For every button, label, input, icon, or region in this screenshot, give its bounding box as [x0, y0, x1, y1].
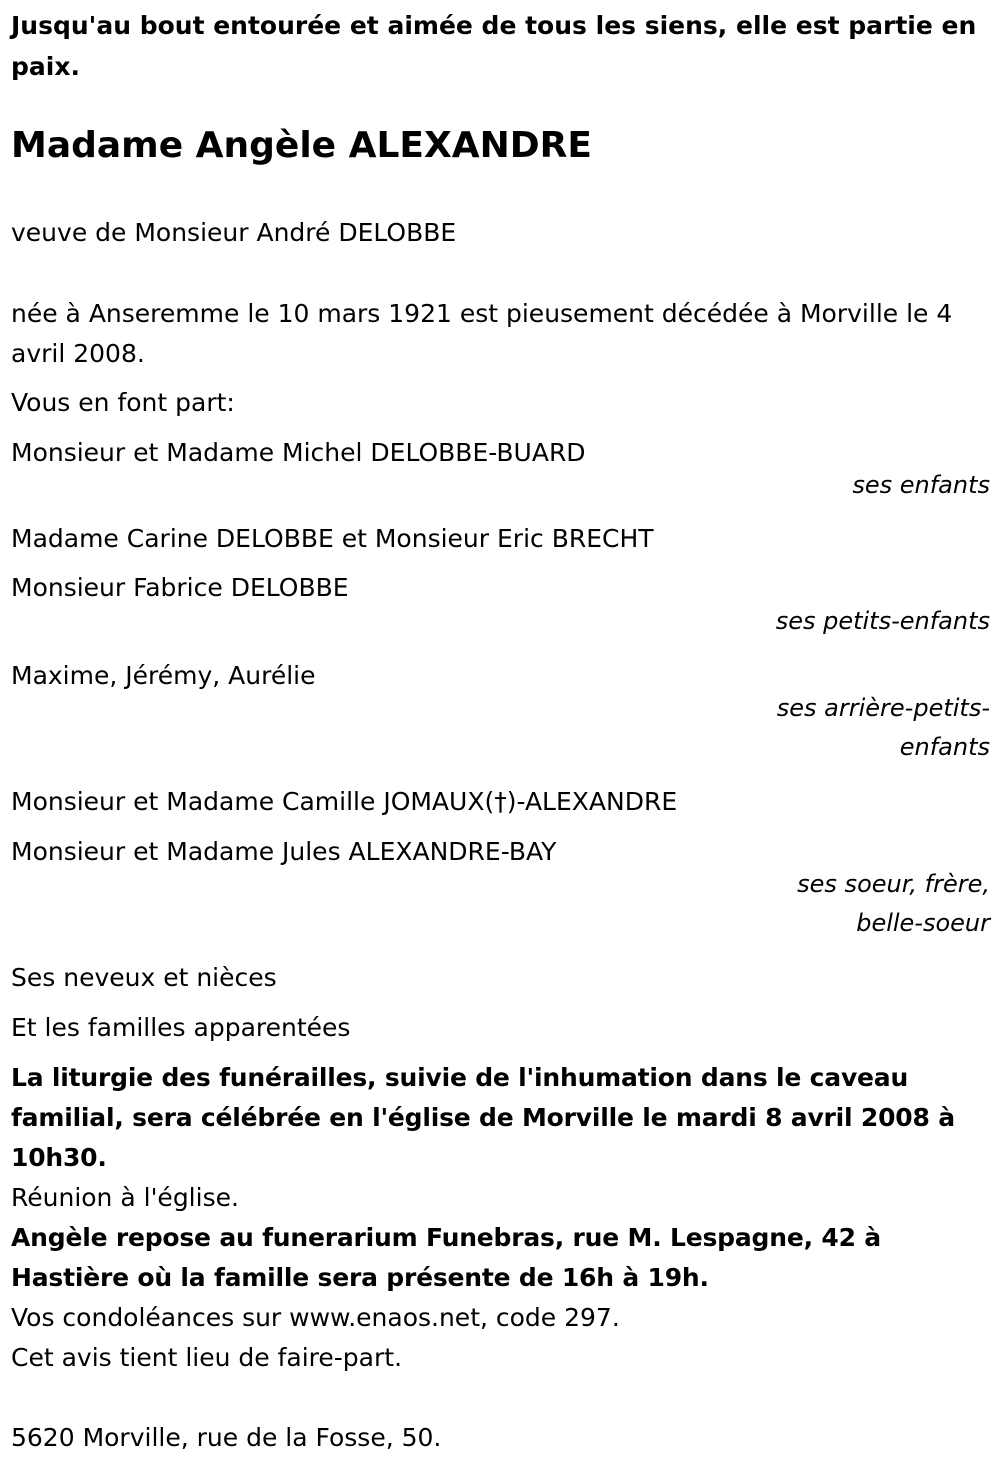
- siblings-line-1: Monsieur et Madame Camille JOMAUX(†)-ALEXANDRE: [11, 787, 678, 816]
- liturgy-text: La liturgie des funérailles, suivie de l'inhumation dans le caveau familial, sera célébrée en l'église de Morville le mardi 8 avril 2008 à 10h30.: [11, 1063, 955, 1172]
- notice-text: Cet avis tient lieu de faire-part.: [11, 1343, 403, 1372]
- siblings-label-2: belle-soeur: [856, 909, 990, 937]
- intro-text: Jusqu'au bout entourée et aimée de tous les siens, elle est partie en paix.: [11, 11, 977, 81]
- grandchildren-line-2: Monsieur Fabrice DELOBBE: [11, 573, 349, 602]
- great-grandchildren-label-1: ses arrière-petits-: [776, 694, 990, 722]
- meeting-text: Réunion à l'église.: [11, 1183, 239, 1212]
- great-grandchildren-line: Maxime, Jérémy, Aurélie: [11, 661, 316, 690]
- condolences-text: Vos condoléances sur www.enaos.net, code 297.: [11, 1303, 620, 1332]
- announce-text: Vous en font part:: [11, 388, 235, 417]
- address-text: 5620 Morville, rue de la Fosse, 50.: [11, 1423, 442, 1452]
- birth-death-text: née à Anseremme le 10 mars 1921 est pieusement décédée à Morville le 4 avril 2008.: [11, 299, 953, 368]
- nephews-line: Ses neveux et nièces: [11, 963, 277, 992]
- children-label: ses enfants: [852, 471, 990, 499]
- deceased-name: Madame Angèle ALEXANDRE: [11, 125, 592, 166]
- children-line: Monsieur et Madame Michel DELOBBE-BUARD: [11, 438, 586, 467]
- siblings-label-1: ses soeur, frère,: [797, 870, 990, 898]
- siblings-line-2: Monsieur et Madame Jules ALEXANDRE-BAY: [11, 837, 557, 866]
- widow-of-text: veuve de Monsieur André DELOBBE: [11, 218, 457, 247]
- relatives-line: Et les familles apparentées: [11, 1013, 351, 1042]
- great-grandchildren-label-2: enfants: [899, 733, 990, 761]
- grandchildren-line-1: Madame Carine DELOBBE et Monsieur Eric BRECHT: [11, 524, 654, 553]
- funerarium-text: Angèle repose au funerarium Funebras, rue M. Lespagne, 42 à Hastière où la famille sera présente de 16h à 19h.: [11, 1223, 881, 1292]
- grandchildren-label: ses petits-enfants: [775, 607, 990, 635]
